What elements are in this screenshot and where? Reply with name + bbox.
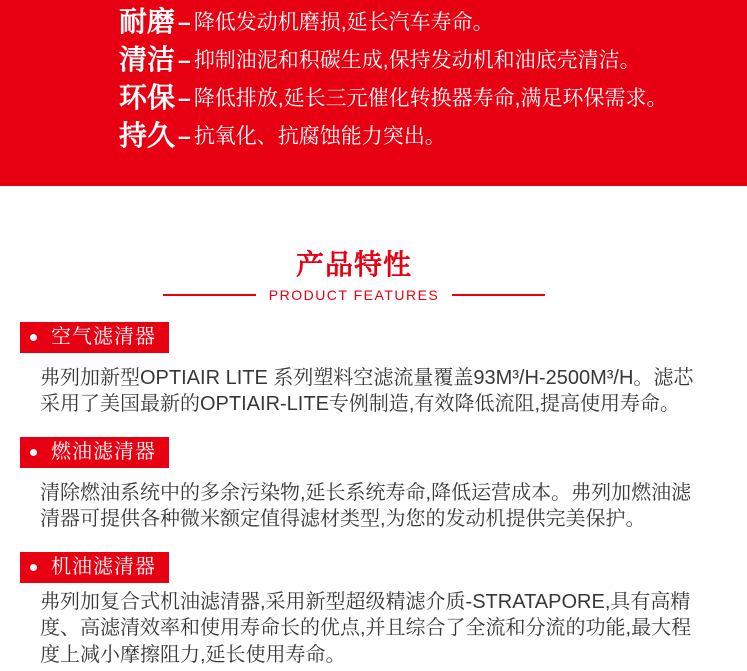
feature-keyword: 清洁 xyxy=(119,44,176,75)
feature-keyword: 耐磨 xyxy=(119,6,176,37)
hero-feature-row-durable xyxy=(119,117,747,155)
section-subtitle-text: PRODUCT FEATURES xyxy=(268,286,440,303)
divider-line-right xyxy=(452,294,545,296)
feature-description: 抗氧化、抗腐蚀能力突出。 xyxy=(193,124,446,148)
feature-item-oil-filter xyxy=(0,552,708,669)
feature-description: 抑制油泥和积碳生成,保持发动机和油底壳清洁。 xyxy=(193,48,641,72)
bullet-icon xyxy=(30,334,37,341)
bullet-icon xyxy=(30,564,37,571)
item-badge xyxy=(20,437,169,468)
badge-label: 机油滤清器 xyxy=(51,556,156,579)
item-badge xyxy=(20,322,169,353)
badge-label: 燃油滤清器 xyxy=(51,441,156,464)
item-description: 清除燃油系统中的多余污染物,延长系统寿命,降低运营成本。弗列加燃油滤清器可提供各种微米额定值得滤材类型,为您的发动机提供完美保护。 xyxy=(40,481,692,531)
feature-separator: – xyxy=(178,46,191,73)
product-features-section xyxy=(0,250,708,668)
feature-item-air-filter xyxy=(0,322,708,418)
feature-keyword: 持久 xyxy=(119,120,176,151)
feature-keyword: 环保 xyxy=(119,82,176,113)
hero-feature-row-eco xyxy=(119,79,747,117)
item-badge xyxy=(20,552,169,583)
hero-feature-row-wear xyxy=(119,3,747,41)
section-title: 产品特性 xyxy=(295,249,412,280)
divider-line-left xyxy=(163,294,256,296)
feature-description: 降低排放,延长三元催化转换器寿命,满足环保需求。 xyxy=(193,86,668,110)
feature-separator: – xyxy=(178,8,191,35)
hero-banner xyxy=(0,0,747,186)
badge-label: 空气滤清器 xyxy=(51,326,156,349)
section-subtitle xyxy=(0,287,708,303)
item-description: 弗列加复合式机油滤清器,采用新型超级精滤介质-STRATAPORE,具有高精度、高滤清效率和使用寿命长的优点,并且综合了全流和分流的功能,最大程度上减小摩擦阻力,延长使用寿命。 xyxy=(40,590,692,666)
hero-feature-row-clean xyxy=(119,41,747,79)
feature-separator: – xyxy=(178,122,191,149)
feature-separator: – xyxy=(178,84,191,111)
feature-item-fuel-filter xyxy=(0,437,708,533)
feature-description: 降低发动机磨损,延长汽车寿命。 xyxy=(193,10,494,34)
bullet-icon xyxy=(30,449,37,456)
item-description: 弗列加新型OPTIAIR LITE 系列塑料空滤流量覆盖93M³/H-2500M³/H。滤芯采用了美国最新的OPTIAIR-LITE专例制造,有效降低流阻,提高使用寿命。 xyxy=(40,366,694,416)
